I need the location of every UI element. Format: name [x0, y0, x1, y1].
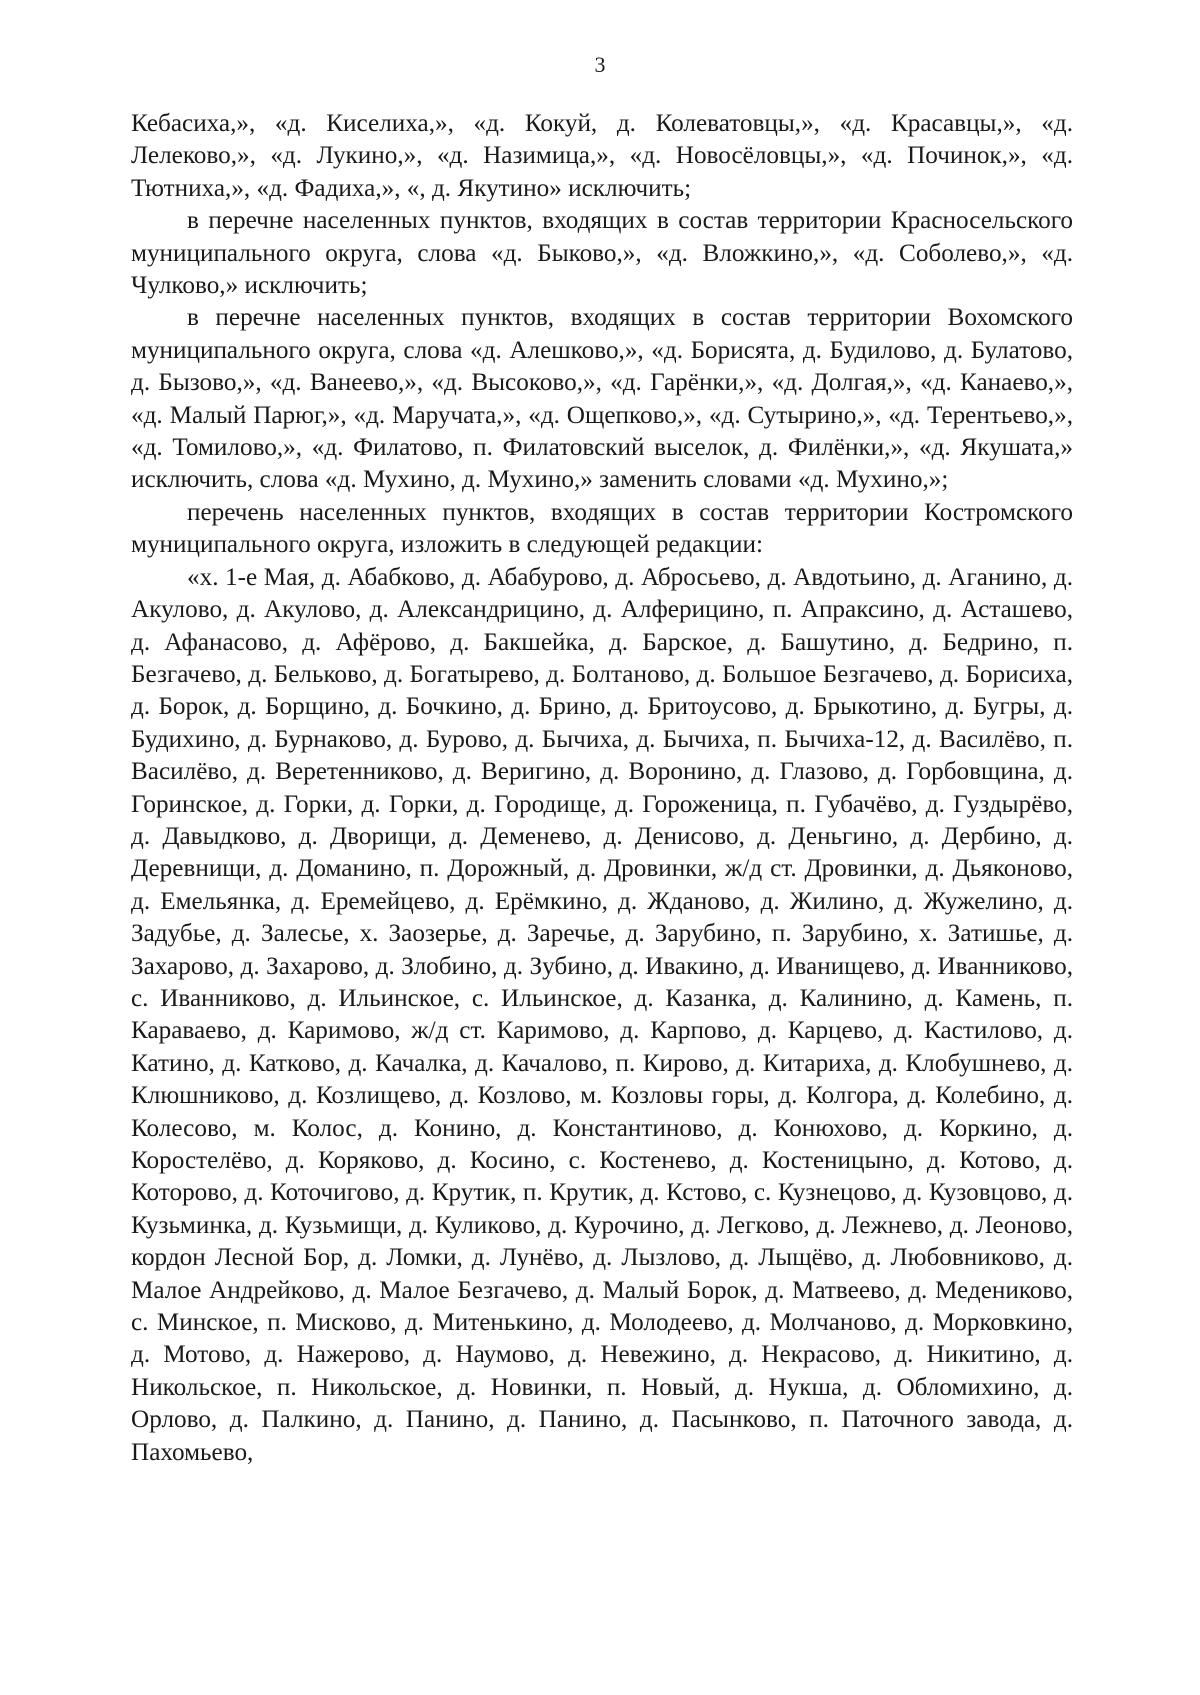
document-body	[131, 108, 1073, 1469]
paragraph-kostromskoy-intro: перечень населенных пунктов, входящих в состав территории Костромского муниципального округа, изложить в следующей редакции:	[131, 498, 1073, 559]
paragraph-krasnoselsky: в перечне населенных пунктов, входящих в состав территории Красносельского муниципального округа, слова «д. Быково,», «д. Вложкино,», «д. Соболево,», «д. Чулково,» исключить;	[131, 207, 1073, 300]
paragraph-kostromskoy-list: «х. 1-е Мая, д. Абабково, д. Абабурово, д. Абросьево, д. Авдотьино, д. Аганино, д. Акулово, д. Акулово, д. Александрицино, д. Алферицино, п. Апраксино, д. Асташево, д. Афанасово, д. Афёрово, д. Бакшейка, д. Барское, д. Башутино, д. Бедрино, п. Безгачево, д. Бельково, д. Богатырево, д. Болтаново, д. Большое Безгачево, д. Борисиха, д. Борок, д. Борщино, д. Бочкино, д. Брино, д. Бритоусово, д. Брыкотино, д. Бугры, д. Будихино, д. Бурнаково, д. Бурово, д. Бычиха, д. Бычиха, п. Бычиха-12, д. Василёво, п. Василёво, д. Веретенниково, д. Веригино, д. Воронино, д. Глазово, д. Горбовщина, д. Горинское, д. Горки, д. Горки, д. Городище, д. Гороженица, п. Губачёво, д. Гуздырёво, д. Давыдково, д. Дворищи, д. Деменево, д. Денисово, д. Деньгино, д. Дербино, д. Деревнищи, д. Доманино, п. Дорожный, д. Дровинки, ж/д ст. Дровинки, д. Дьяконово, д. Емельянка, д. Еремейцево, д. Ерёмкино, д. Жданово, д. Жилино, д. Жужелино, д. Задубье, д. Залесье, х. Заозерье, д. Заречье, д. Зарубино, п. Зарубино, х. Затишье, д. Захарово, д. Захарово, д. Злобино, д. Зубино, д. Ивакино, д. Иванищево, д. Иванниково, с. Иванниково, д. Ильинское, с. Ильинское, д. Казанка, д. Калинино, д. Камень, п. Караваево, д. Каримово, ж/д ст. Каримово, д. Карпово, д. Карцево, д. Кастилово, д. Катино, д. Катково, д. Качалка, д. Качалово, п. Кирово, д. Китариха, д. Клобушнево, д. Клюшниково, д. Козлищево, д. Козлово, м. Козловы горы, д. Колгора, д. Колебино, д. Колесово, м. Колос, д. Конино, д. Константиново, д. Конюхово, д. Коркино, д. Коростелёво, д. Коряково, д. Косино, с. Костенево, д. Костеницыно, д. Котово, д. Которово, д. Коточигово, д. Крутик, п. Крутик, д. Кстово, с. Кузнецово, д. Кузовцово, д. Кузьминка, д. Кузьмищи, д. Куликово, д. Курочино, д. Легково, д. Лежнево, д. Леоново, кордон Лесной Бор, д. Ломки, д. Лунёво, д. Лызлово, д. Лыщёво, д. Любовниково, д. Малое Андрейково, д. Малое Безгачево, д. Малый Борок, д. Матвеево, д. Медениково, с. Минское, п. Мисково, д. Митенькино, д. Молодеево, д. Молчаново, д. Морковкино, д. Мотово, д. Нажерово, д. Наумово, д. Невежино, д. Некрасово, д. Никитино, д. Никольское, п. Никольское, д. Новинки, п. Новый, д. Нукша, д. Обломихино, д. Орлово, д. Палкино, д. Панино, д. Панино, д. Пасынково, п. Паточного завода, д. Пахомьево,	[131, 563, 1073, 1466]
paragraph-continuation: Кебасиха,», «д. Киселиха,», «д. Кокуй, д. Колеватовцы,», «д. Красавцы,», «д. Лелеково,», «д. Лукино,», «д. Назимица,», «д. Новосёловцы,», «д. Починок,», «д. Тютниха,», «д. Фадиха,», «, д. Якутино» исключить;	[131, 110, 1073, 202]
page-number: 3	[594, 52, 606, 77]
paragraph-vokhomsky: в перечне населенных пунктов, входящих в состав территории Вохомского муниципального округа, слова «д. Алешково,», «д. Борисята, д. Будилово, д. Булатово, д. Бызово,», «д. Ванеево,», «д. Высоково,», «д. Гарёнки,», «д. Долгая,», «д. Канаево,», «д. Малый Парюг,», «д. Маручата,», «д. Ощепково,», «д. Сутырино,», «д. Терентьево,», «д. Томилово,», «д. Филатово, п. Филатовский выселок, д. Филёнки,», «д. Якушата,» исключить, слова «д. Мухино, д. Мухино,» заменить словами «д. Мухино,»;	[131, 304, 1073, 494]
